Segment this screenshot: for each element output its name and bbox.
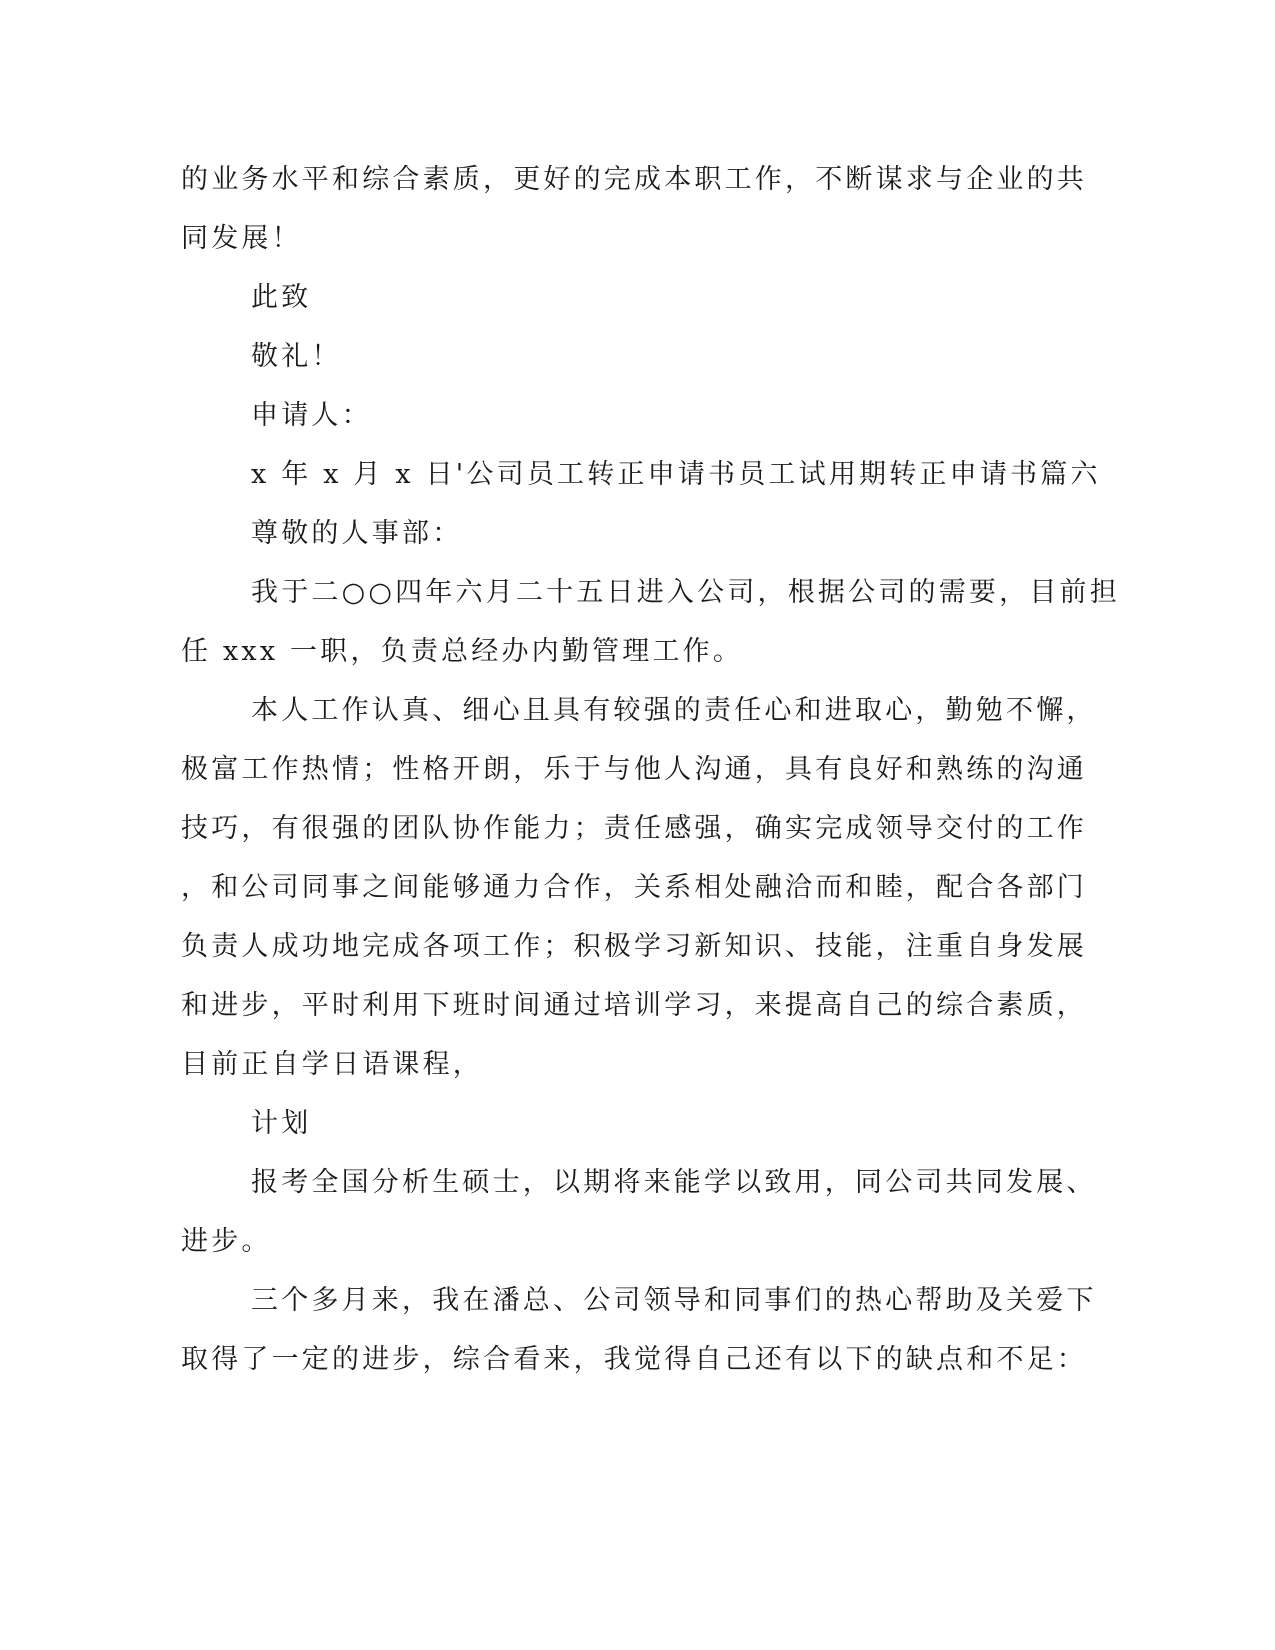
text-line: 我于二○○四年六月二十五日进入公司，根据公司的需要，目前担 (251, 577, 1120, 608)
text-line: 技巧，有很强的团队协作能力；责任感强，确实完成领导交付的工作 (181, 813, 1087, 844)
section-heading: 计划 (251, 1108, 312, 1139)
text-line: 任 xxx 一职，负责总经办内勤管理工作。 (181, 636, 744, 667)
text-line: 负责人成功地完成各项工作；积极学习新知识、技能，注重自身发展 (181, 931, 1087, 962)
text-line: 三个多月来，我在潘总、公司领导和同事们的热心帮助及关爱下 (251, 1285, 1097, 1316)
text-line: 的业务水平和综合素质，更好的完成本职工作，不断谋求与企业的共 (181, 164, 1087, 195)
text-line: 极富工作热情；性格开朗，乐于与他人沟通，具有良好和熟练的沟通 (181, 754, 1087, 785)
text-line: 取得了一定的进步，综合看来，我觉得自己还有以下的缺点和不足： (181, 1344, 1087, 1375)
text-line: 报考全国分析生硕士，以期将来能学以致用，同公司共同发展、 (251, 1167, 1097, 1198)
closing-regards: 敬礼！ (251, 341, 342, 372)
letter-greeting: 尊敬的人事部： (251, 518, 463, 549)
text-line: 目前正自学日语课程， (181, 1049, 483, 1080)
date-and-heading: x 年 x 月 x 日'公司员工转正申请书员工试用期转正申请书篇六 (251, 459, 1101, 490)
text-line: ，和公司同事之间能够通力合作，关系相处融洽而和睦，配合各部门 (181, 872, 1087, 903)
applicant-label: 申请人： (251, 400, 372, 431)
text-line: 本人工作认真、细心且具有较强的责任心和进取心，勤勉不懈， (251, 695, 1097, 726)
text-line: 和进步，平时利用下班时间通过培训学习，来提高自己的综合素质， (181, 990, 1087, 1021)
closing-salutation: 此致 (251, 282, 312, 313)
text-line: 同发展！ (181, 223, 302, 254)
text-line: 进步。 (181, 1226, 272, 1257)
